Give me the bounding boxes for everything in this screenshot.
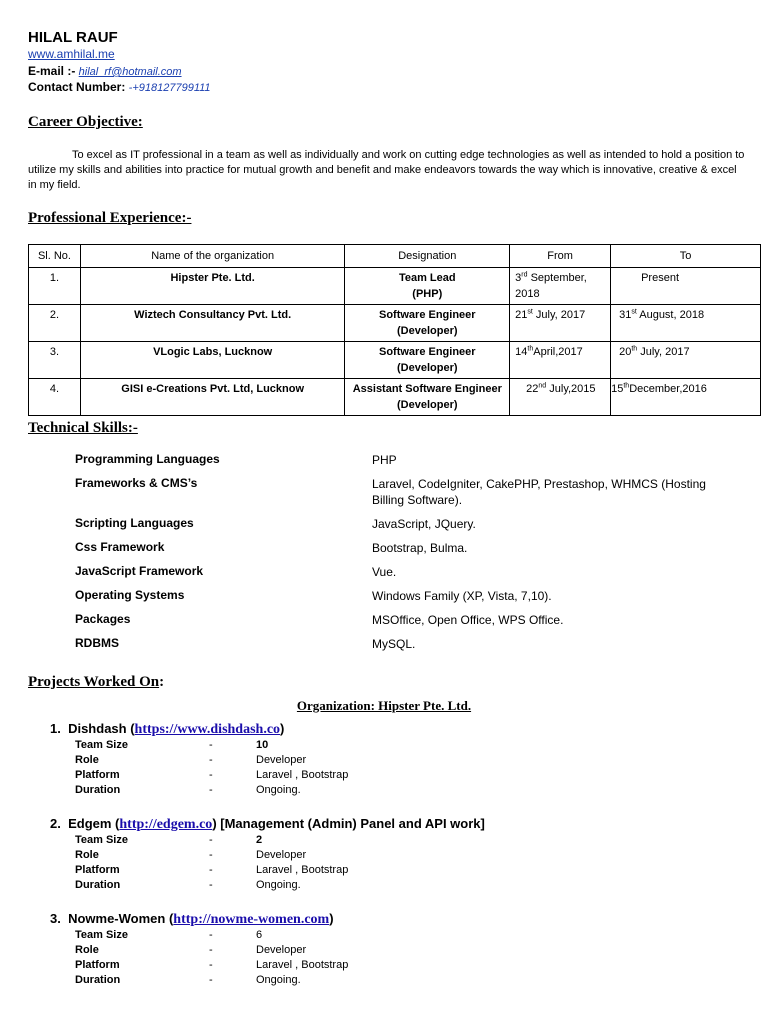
exp-from-suffix: rd	[521, 271, 528, 279]
detail-value: Laravel , Bootstrap	[256, 769, 349, 781]
skill-name: Css Framework	[75, 540, 165, 554]
exp-organization: Hipster Pte. Ltd.	[80, 268, 344, 305]
detail-label: Role	[75, 849, 99, 861]
detail-value: Ongoing.	[256, 879, 301, 891]
project-title-suffix: )	[329, 911, 334, 926]
experience-header-row	[29, 245, 761, 268]
project-link[interactable]: http://edgem.co	[119, 817, 213, 832]
experience-heading: Professional Experience:-	[28, 210, 192, 226]
detail-label: Duration	[75, 784, 121, 796]
detail-dash: -	[209, 849, 213, 861]
exp-from-day: 22	[526, 383, 539, 395]
project-number: 1.	[50, 721, 61, 736]
skill-row	[75, 540, 735, 564]
project-title-suffix: )	[280, 721, 285, 736]
experience-table	[28, 244, 761, 416]
exp-designation-title: Software Engineer	[378, 346, 476, 358]
exp-from	[510, 342, 611, 379]
project-detail-row	[75, 769, 475, 784]
skill-name: JavaScript Framework	[75, 564, 204, 578]
col-header-designation: Designation	[345, 245, 510, 268]
contact-line	[28, 80, 211, 94]
detail-dash: -	[209, 974, 213, 986]
career-objective-text	[28, 148, 748, 193]
skills-heading: Technical Skills:-	[28, 420, 138, 436]
exp-designation-role: (Developer)	[397, 362, 458, 374]
exp-from-rest: April,2017	[533, 346, 583, 358]
career-objective-heading: Career Objective:	[28, 114, 143, 130]
exp-from-day: 3	[515, 272, 522, 284]
skill-name: Programming Languages	[75, 452, 220, 466]
exp-sl: 2.	[29, 305, 81, 342]
exp-designation-role: (PHP)	[412, 288, 443, 300]
skill-row	[75, 476, 735, 516]
detail-dash: -	[209, 929, 213, 941]
skill-name: Frameworks & CMS’s	[75, 476, 198, 490]
exp-designation	[345, 305, 510, 342]
website-link[interactable]: www.amhilal.me	[28, 47, 115, 61]
project-detail-row	[75, 754, 475, 769]
project-link[interactable]: https://www.dishdash.co	[134, 722, 281, 737]
detail-value: Developer	[256, 944, 307, 956]
exp-to-day: 15	[611, 383, 624, 395]
exp-from-suffix: st	[527, 308, 533, 316]
skill-value: Vue.	[372, 565, 397, 579]
exp-from	[510, 268, 611, 305]
project-details	[75, 929, 475, 989]
projects-heading-text: Projects Worked On	[28, 674, 160, 690]
exp-organization: VLogic Labs, Lucknow	[80, 342, 344, 379]
exp-to-rest: August, 2018	[636, 309, 705, 321]
project-detail-row	[75, 879, 475, 894]
detail-label: Team Size	[75, 739, 128, 751]
exp-from-day: 14	[515, 346, 528, 358]
skill-row	[75, 636, 735, 660]
detail-value: Ongoing.	[256, 784, 301, 796]
detail-value: Ongoing.	[256, 974, 301, 986]
detail-dash: -	[209, 784, 213, 796]
exp-to-rest: December,2016	[629, 383, 707, 395]
detail-dash: -	[209, 739, 213, 751]
project-detail-row	[75, 929, 475, 944]
exp-sl: 3.	[29, 342, 81, 379]
detail-label: Duration	[75, 879, 121, 891]
contact-number: -+918127799111	[128, 82, 211, 94]
exp-to-suffix: st	[631, 308, 637, 316]
detail-value: Developer	[256, 754, 307, 766]
exp-designation-title: Assistant Software Engineer	[352, 383, 502, 395]
project-name: Edgem (	[68, 816, 120, 831]
detail-label: Platform	[75, 769, 120, 781]
project-name: Nowme-Women (	[68, 911, 174, 926]
exp-sl: 1.	[29, 268, 81, 305]
detail-dash: -	[209, 879, 213, 891]
detail-dash: -	[209, 754, 213, 766]
project-detail-row	[75, 739, 475, 754]
detail-value: 10	[256, 739, 269, 751]
exp-to-suffix: th	[623, 382, 630, 390]
skill-row	[75, 564, 735, 588]
detail-label: Platform	[75, 864, 120, 876]
detail-label: Platform	[75, 959, 120, 971]
detail-label: Role	[75, 754, 99, 766]
detail-label: Role	[75, 944, 99, 956]
detail-label: Team Size	[75, 929, 128, 941]
skill-name: Scripting Languages	[75, 516, 194, 530]
col-header-from: From	[510, 245, 611, 268]
experience-row	[29, 305, 761, 342]
exp-to	[611, 379, 761, 416]
skill-value: MSOffice, Open Office, WPS Office.	[372, 613, 564, 627]
detail-value: 2	[256, 834, 263, 846]
skill-name: RDBMS	[75, 636, 119, 650]
projects-heading-suffix: :	[159, 674, 165, 690]
detail-value: Laravel , Bootstrap	[256, 864, 349, 876]
skill-name: Packages	[75, 612, 131, 626]
email-label: E-mail :-	[28, 64, 79, 78]
col-header-sl: Sl. No.	[29, 245, 81, 268]
contact-label: Contact Number:	[28, 80, 129, 94]
detail-dash: -	[209, 944, 213, 956]
exp-designation	[345, 379, 510, 416]
experience-row	[29, 342, 761, 379]
exp-to-day: Present	[641, 272, 680, 284]
skill-row	[75, 588, 735, 612]
exp-organization: Wiztech Consultancy Pvt. Ltd.	[80, 305, 344, 342]
project-detail-row	[75, 784, 475, 799]
detail-dash: -	[209, 864, 213, 876]
detail-value: 6	[256, 929, 263, 941]
exp-from-rest: July, 2017	[532, 309, 586, 321]
skill-row	[75, 612, 735, 636]
exp-to-suffix: th	[631, 345, 638, 353]
exp-from	[510, 305, 611, 342]
project-detail-row	[75, 959, 475, 974]
project-name: Dishdash (	[68, 721, 135, 736]
experience-row	[29, 379, 761, 416]
skills-list	[75, 452, 735, 660]
project-detail-row	[75, 944, 475, 959]
skill-name: Operating Systems	[75, 588, 185, 602]
projects-heading	[28, 674, 164, 691]
exp-designation-role: (Developer)	[397, 325, 458, 337]
project-details	[75, 834, 475, 894]
project-title	[50, 911, 334, 928]
project-detail-row	[75, 864, 475, 879]
project-details	[75, 739, 475, 799]
skill-value: MySQL.	[372, 637, 416, 651]
project-title-suffix: ) [Management (Admin) Panel and API work]	[212, 816, 485, 831]
skill-value: JavaScript, JQuery.	[372, 517, 476, 531]
exp-to	[611, 305, 761, 342]
skill-value: Windows Family (XP, Vista, 7,10).	[372, 589, 552, 603]
exp-from-suffix: th	[527, 345, 534, 353]
col-header-organization: Name of the organization	[80, 245, 344, 268]
detail-value: Laravel , Bootstrap	[256, 959, 349, 971]
project-title	[50, 721, 284, 738]
exp-from-day: 21	[515, 309, 528, 321]
exp-from-suffix: nd	[538, 382, 547, 390]
detail-value: Developer	[256, 849, 307, 861]
project-detail-row	[75, 834, 475, 849]
candidate-name: HILAL RAUF	[28, 29, 118, 46]
col-header-to: To	[611, 245, 761, 268]
exp-to-day: 20	[619, 346, 632, 358]
exp-designation-title: Software Engineer	[378, 309, 476, 321]
exp-designation	[345, 342, 510, 379]
exp-designation-role: (Developer)	[397, 399, 458, 411]
exp-from-rest: September, 2018	[515, 272, 587, 300]
exp-from	[510, 379, 611, 416]
skill-row	[75, 516, 735, 540]
email-line	[28, 64, 182, 78]
project-title	[50, 816, 485, 833]
skill-value: Bootstrap, Bulma.	[372, 541, 468, 555]
experience-row	[29, 268, 761, 305]
project-organization: Organization: Hipster Pte. Ltd.	[296, 698, 472, 713]
skill-row	[75, 452, 735, 476]
objective-body: To excel as IT professional in a team as well as individually and work on cutting edge technologies as well as intended to hold a position to utilize my skills and abilities into practice for mutual growth and benefit and make endeavors towards the way which is innovative, creative & excel in my field.	[28, 149, 745, 191]
project-number: 3.	[50, 911, 61, 926]
exp-to-day: 31	[619, 309, 632, 321]
detail-dash: -	[209, 959, 213, 971]
detail-label: Duration	[75, 974, 121, 986]
exp-designation	[345, 268, 510, 305]
exp-from-rest: July,2015	[546, 383, 596, 395]
detail-dash: -	[209, 834, 213, 846]
detail-label: Team Size	[75, 834, 128, 846]
email-link[interactable]: hilal_rf@hotmail.com	[78, 66, 182, 78]
skill-value: Laravel, CodeIgniter, CakePHP, Prestashop, WHMCS (Hosting Billing Software).	[372, 477, 706, 507]
project-detail-row	[75, 849, 475, 864]
skill-value: PHP	[372, 453, 397, 467]
exp-to	[611, 342, 761, 379]
project-detail-row	[75, 974, 475, 989]
exp-designation-title: Team Lead	[398, 272, 456, 284]
project-number: 2.	[50, 816, 61, 831]
exp-to	[611, 268, 761, 305]
exp-organization: GISI e-Creations Pvt. Ltd, Lucknow	[80, 379, 344, 416]
project-link[interactable]: http://nowme-women.com	[173, 912, 330, 927]
detail-dash: -	[209, 769, 213, 781]
exp-sl: 4.	[29, 379, 81, 416]
exp-to-rest: July, 2017	[637, 346, 690, 358]
